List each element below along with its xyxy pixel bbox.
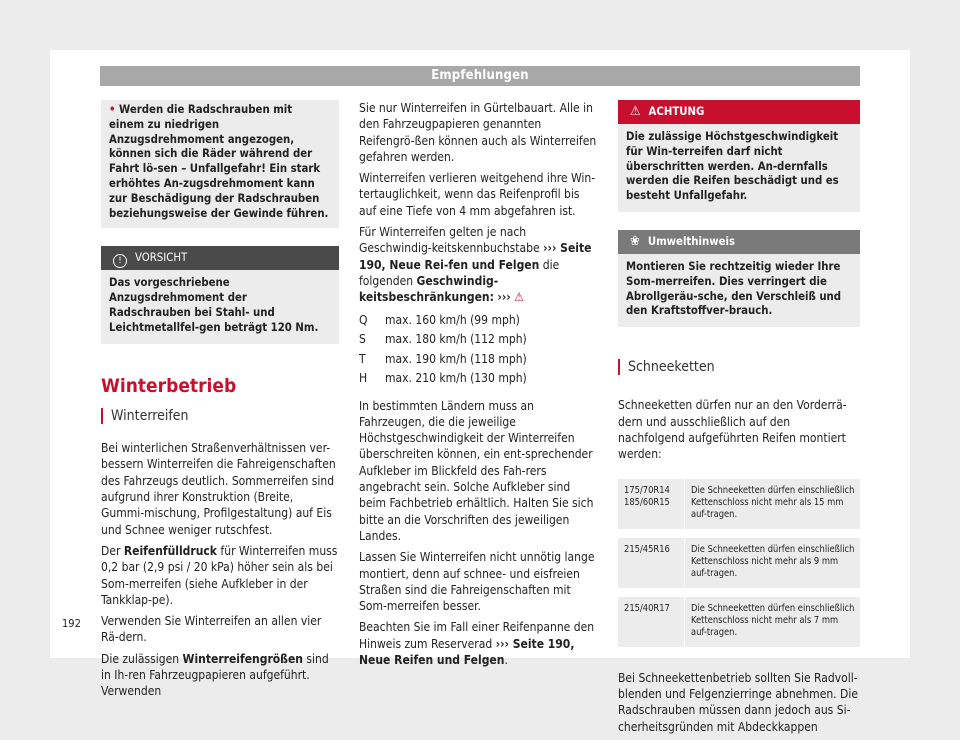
page-reference-link[interactable]: ››› Seite 190, Neue Rei-fen und Felgen (359, 241, 592, 272)
text: die folgenden (359, 257, 560, 288)
column-3 (618, 100, 860, 740)
achtung-header (618, 100, 860, 124)
chain-info-cell: Die Schneeketten dürfen einschließlich Kettenschloss nicht mehr als 7 mm auf-tragen. (685, 592, 861, 651)
chain-info-cell: Die Schneeketten dürfen einschließlich Kettenschloss nicht mehr als 9 mm auf-tragen. (685, 533, 861, 592)
text: Beachten Sie im Fall einer Reifenpanne den Hinweis zum Reserverad (359, 620, 595, 651)
snow-chain-table (618, 479, 860, 656)
vorsicht-header (101, 246, 339, 270)
warning-triangle-icon: ⚠ (630, 104, 641, 119)
bold-term: Reifenfülldruck (123, 543, 217, 558)
tire-size-cell: 215/40R17 (618, 592, 685, 651)
vorsicht-text: Das vorgeschriebene Anzugsdrehmoment der Radschrauben bei Stahl- und Leichtmetallfel-gen beträgt 120 Nm. (109, 276, 319, 334)
speed-value: max. 210 km/h (130 mph) (385, 371, 527, 386)
bold-term: Geschwindig-keitsbeschränkungen: (359, 273, 499, 305)
table-row (618, 592, 860, 651)
paragraph: Lassen Sie Winterreifen nicht unnötig lange montiert, denn auf schnee- und eisfreien Straßen sind die Fahreigenschaften mit Som-merreifen besser. (359, 550, 595, 614)
section-title-winterbetrieb: Winterbetrieb (101, 374, 237, 397)
column-2 (359, 100, 597, 673)
table-row (618, 479, 860, 534)
speed-value: max. 180 km/h (112 mph) (385, 332, 527, 347)
subsection-title-winterreifen: Winterreifen (101, 408, 339, 424)
paragraph: Bei winterlichen Straßenverhältnissen ver-bessern Winterreifen die Fahreigenschaften des Fahrzeugs deutlich. Sommerreifen sind aufgrund ihrer Konstruktion (Breite, Gummi-mischung, Profilgestaltung) auf Eis und Schnee weniger rutschfest. (101, 441, 336, 537)
umwelt-box (618, 230, 860, 327)
paragraph: Winterreifen verlieren weitgehend ihre Win-tertauglichkeit, wenn das Reifenprofil bis auf eine Tiefe von 4 mm abgefahren ist. (359, 171, 596, 218)
page-reference-link[interactable]: ››› Seite 190, Neue Reifen und Felgen (359, 636, 575, 668)
umwelt-text: Montieren Sie rechtzeitig wieder Ihre Som-merreifen. Dies verringert die Abrollgeräu-sche, den Verschleiß und den Kraftstoffver-brauch. (626, 259, 842, 318)
paragraph (101, 543, 339, 608)
table-row (618, 533, 860, 592)
reference-arrow[interactable]: ››› (497, 290, 511, 305)
speed-letter: H (359, 371, 368, 386)
bold-term: Winterreifengrößen (182, 651, 303, 666)
paragraph (101, 651, 339, 700)
paragraph: Schneeketten dürfen nur an den Vorderrä-dern und ausschließlich auf den nachfolgend aufgeführten Reifen montiert werden: (618, 398, 847, 462)
speed-letter: Q (359, 312, 368, 327)
speed-value: max. 160 km/h (99 mph) (385, 312, 520, 327)
achtung-text: Die zulässige Höchstgeschwindigkeit für Win-terreifen darf nicht überschritten werden. An-dernfalls werden die Reifen beschädigt und es besteht Unfallgefahr. (626, 130, 839, 203)
speed-item (359, 351, 597, 371)
paragraph (359, 619, 597, 668)
speed-item (359, 331, 597, 351)
tire-size-cell: 175/70R14 185/60R15 (618, 479, 685, 534)
column-1 (101, 100, 339, 705)
paragraph: Bei Schneekettenbetrieb sollten Sie Radvoll-blenden und Felgenzierringe abnehmen. Die Radschrauben müssen dann jedoch aus Si-cherheitsgründen mit Abdeckkappen (618, 670, 858, 734)
speed-list (359, 312, 597, 390)
chain-info-cell: Die Schneeketten dürfen einschließlich Kettenschloss nicht mehr als 15 mm auf-tragen. (685, 479, 861, 534)
page-number: 192 (62, 617, 81, 630)
umwelt-title: Umwelthinweis (647, 234, 736, 248)
paragraph: Verwenden Sie Winterreifen an allen vier Rä-dern. (101, 614, 322, 645)
speed-letter: T (359, 351, 366, 366)
paragraph: In bestimmten Ländern muss an Fahrzeugen, die die jeweilige Höchstgeschwindigkeit der Winterreifen überschreiten können, ein ent-sprechender Aufkleber im Blickfeld des Fah-rers angebracht sein. Solche Aufkleber sind beim Fachbetrieb erhältlich. Halten Sie sich bitte an die Vorschriften des jeweiligen Landes. (359, 398, 594, 543)
paragraph: Sie nur Winterreifen in Gürtelbauart. Alle in den Fahrzeugpapieren genannten Reifengrö-ßen können auch als Winterreifen gefahren werden. (359, 101, 597, 164)
achtung-box (618, 100, 860, 212)
speed-item (359, 312, 597, 332)
vorsicht-title: VORSICHT (135, 251, 188, 265)
text: Der (101, 543, 121, 558)
text: für Winterreifen muss 0,2 bar (2,9 psi / 20 kPa) höher sein als bei Som-merreifen (siehe Aufkleber in der Tankklap-pe). (101, 543, 338, 607)
vorsicht-box (101, 246, 339, 343)
text: . (504, 653, 508, 668)
environment-icon: ❀ (630, 233, 640, 249)
exclamation-icon: ! (113, 254, 127, 268)
section-title-schneeketten: Schneeketten (618, 359, 860, 375)
warning-text: Werden die Radschrauben mit einem zu niedrigen Anzugsdrehmoment angezogen, können sich die Räder während der Fahrt lö-sen – Unfallgefahr! Ein stark erhöhtes An-zugsdrehmoment kann zur Beschädigung der Radschrauben beziehungsweise der Gewinde führen. (109, 103, 329, 220)
tire-size-cell: 215/45R16 (618, 533, 685, 592)
warning-box (101, 100, 339, 228)
umwelt-header (618, 230, 860, 254)
achtung-title: ACHTUNG (648, 105, 705, 118)
bullet-icon: • (109, 103, 116, 116)
speed-value: max. 190 km/h (118 mph) (385, 351, 527, 366)
text: Die zulässigen (101, 651, 180, 666)
speed-item (359, 370, 597, 390)
warning-triangle-icon: ⚠ (514, 290, 524, 305)
page-header: Empfehlungen (100, 66, 860, 86)
text: sind in Ih-ren Fahrzeugpapieren aufgeführt. Verwenden (101, 651, 329, 699)
text: Für Winterreifen gelten je nach Geschwindig-keitskennbuchstabe (359, 225, 540, 256)
speed-letter: S (359, 332, 366, 347)
paragraph (359, 224, 597, 305)
